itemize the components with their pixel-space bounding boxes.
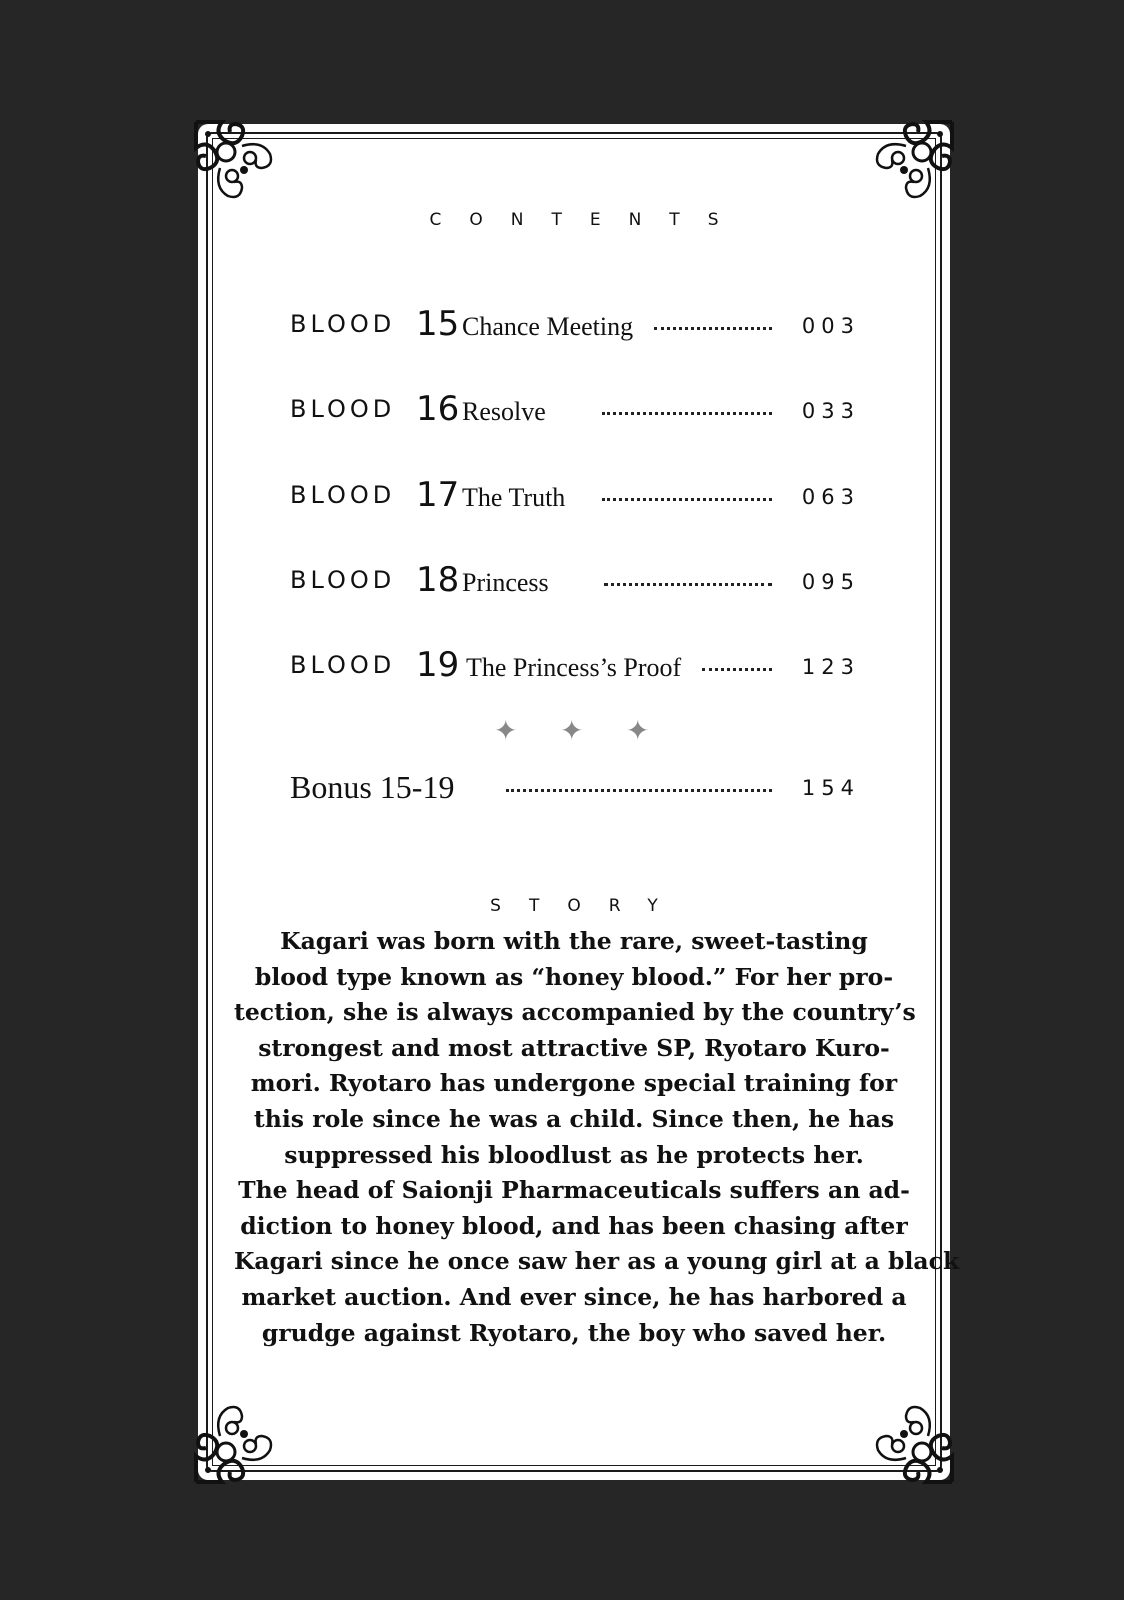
toc-page-number: 003	[801, 314, 860, 338]
toc-entry[interactable]	[290, 637, 860, 687]
toc-page-number: 154	[801, 776, 860, 800]
story-line: Kagari was born with the rare, sweet-tasting	[280, 927, 868, 955]
toc-leader-dots	[654, 327, 772, 330]
toc-label: BLOOD	[290, 651, 396, 679]
toc-leader-dots	[602, 412, 772, 415]
toc-number: 16	[416, 389, 460, 429]
toc-entry[interactable]	[290, 296, 860, 346]
toc-label: BLOOD	[290, 310, 396, 338]
toc-entry[interactable]	[290, 381, 860, 431]
ornament-corner-icon	[860, 118, 956, 214]
story-line: market auction. And ever since, he has harbored a	[241, 1282, 907, 1311]
ornament-corner-icon	[860, 1390, 956, 1486]
divider-stars	[198, 714, 950, 754]
story-line: strongest and most attractive SP, Ryotaro Kuro-	[258, 1033, 890, 1062]
four-point-star-icon: ✦	[560, 714, 584, 747]
story-line: diction to honey blood, and has been chasing after	[240, 1211, 908, 1240]
contents-page	[198, 124, 960, 1480]
ornament-corner-icon	[192, 1390, 288, 1486]
toc-page-number: 063	[801, 485, 860, 509]
toc-page-number: 095	[801, 570, 860, 594]
toc-entry-bonus[interactable]	[290, 758, 860, 808]
toc-page-number: 033	[801, 399, 860, 423]
story-line: tection, she is always accompanied by the country’s	[234, 998, 916, 1027]
toc-page-number: 123	[801, 655, 860, 679]
toc-label: BLOOD	[290, 566, 396, 594]
toc-number: 19	[416, 645, 460, 685]
toc-title: Princess	[462, 568, 549, 597]
contents-heading: CONTENTS	[429, 210, 747, 230]
toc-entry[interactable]	[290, 467, 860, 517]
story-line: this role since he was a child. Since then, he has	[253, 1104, 895, 1133]
four-point-star-icon: ✦	[626, 714, 650, 747]
toc-leader-dots	[602, 498, 772, 501]
story-heading: STORY	[490, 896, 686, 916]
story-line: blood type known as “honey blood.” For her pro-	[254, 962, 894, 991]
toc-number: 18	[416, 560, 460, 600]
toc-number: 17	[416, 475, 460, 515]
toc-title: Resolve	[462, 397, 546, 426]
toc-leader-dots	[702, 668, 772, 671]
story-line: suppressed his bloodlust as he protects her.	[284, 1140, 864, 1169]
toc-number: 15	[416, 304, 460, 344]
toc-leader-dots	[506, 789, 772, 792]
toc-label: BLOOD	[290, 395, 396, 423]
four-point-star-icon: ✦	[494, 714, 518, 747]
story-line: grudge against Ryotaro, the boy who saved her.	[261, 1318, 887, 1347]
bonus-title: Bonus 15-19	[290, 769, 455, 805]
toc-title: The Truth	[462, 483, 566, 512]
story-line: The head of Saionji Pharmaceuticals suffers an ad-	[238, 1176, 910, 1205]
toc-title: The Princess’s Proof	[466, 653, 682, 682]
toc-entry[interactable]	[290, 552, 860, 602]
ornament-corner-icon	[192, 118, 288, 214]
toc-title: Chance Meeting	[462, 312, 634, 341]
story-line: mori. Ryotaro has undergone special training for	[250, 1069, 898, 1098]
story-text	[234, 924, 960, 1351]
story-line: Kagari since he once saw her as a young girl at a black	[234, 1247, 960, 1276]
toc-label: BLOOD	[290, 481, 396, 509]
toc-leader-dots	[604, 583, 772, 586]
